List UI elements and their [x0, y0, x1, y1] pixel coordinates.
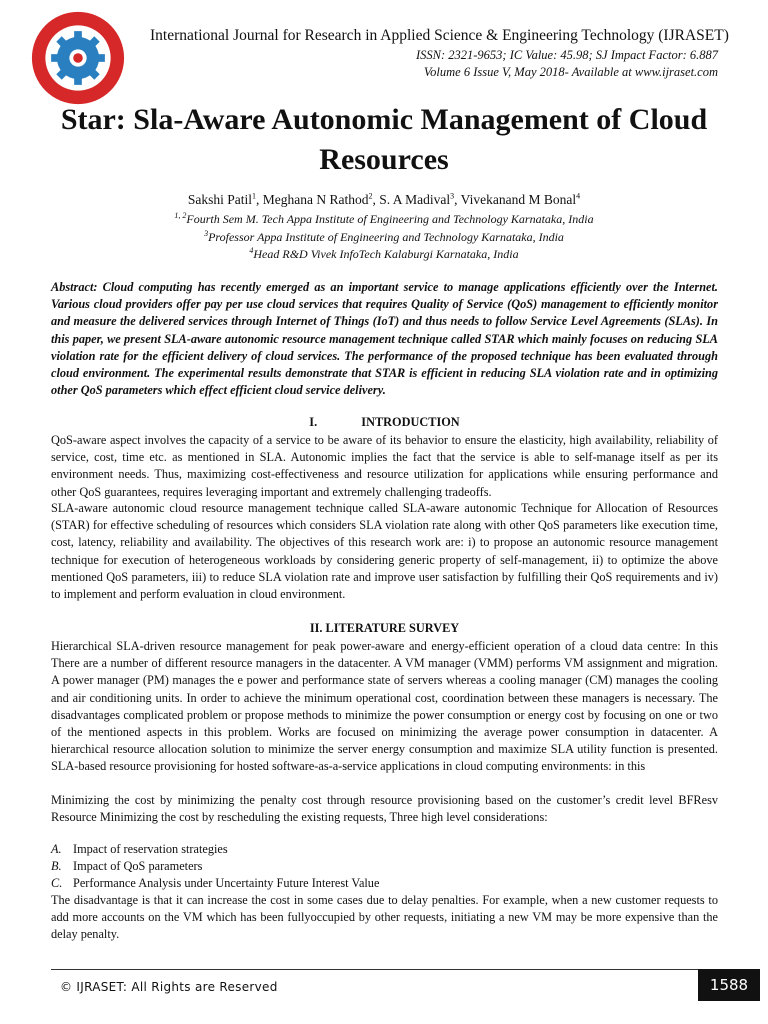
- section-heading-literature-survey: II. LITERATURE SURVEY: [309, 621, 460, 635]
- author-name: Sakshi Patil: [187, 192, 253, 207]
- affiliation: $^3$Professor Appa Institute of Engineering and Technology Karnataka, India: [204, 229, 564, 244]
- footer-copyright: © IJRASET: All Rights are Reserved: [60, 980, 278, 994]
- intro-paragraph: QoS-aware aspect involves the capacity of a service to be aware of its behavior to ensure the elasticity, high availability, reliability of service, cost, time etc. as mentioned in SLA. Autonomic implies the fact that the service is able to self-manage itself as per its environment needs. Thus, maximizing cost-effectiveness and resource utilization for applications while ensuring performance and other QoS guarantees, requires leveraging important and extremely challenging tradeoffs.: [51, 433, 718, 499]
- author-name: S. A Madival: [379, 192, 451, 207]
- affiliation: $^4$Head R&D Vivek InfoTech Kalaburgi Karnataka, India: [249, 246, 519, 261]
- footer-divider: [51, 969, 699, 970]
- volume-line: Volume 6 Issue V, May 2018- Available at www.ijraset.com: [423, 65, 718, 79]
- journal-name: International Journal for Research in Applied Science & Engineering Technology (IJRASET): [150, 27, 729, 44]
- page-number: 1588: [698, 969, 760, 1001]
- section-heading-introduction: I. INTRODUCTION: [309, 415, 460, 429]
- literature-paragraph: The disadvantage is that it can increase the cost in some cases due to delay penalties. For example, when a new customer requests to add more accounts on the VM which has been fullyoccupied by other requests, initiating a new VM may be more expensive than the delay penalty.: [51, 893, 718, 942]
- author-name: Vivekanand M Bonal: [460, 192, 577, 207]
- affiliation: $^{1, 2}$Fourth Sem M. Tech Appa Institute of Engineering and Technology Karnataka, India: [174, 211, 594, 226]
- considerations-list: [51, 841, 718, 893]
- abstract: Abstract: Cloud computing has recently emerged as an important service to manage applications efficiently over the Internet. Various cloud providers offer pay per use cloud services that requires Quality of Service (QoS) management to efficiently monitor and measure the delivered services through Internet of Things (IoT) and thus needs to follow Service Level Agreements (SLAs). In this paper, we present SLA-aware autonomic resource management technique called STAR which mainly focuses on reducing SLA violation rate for the efficient delivery of cloud services. The performance of the proposed technique has been evaluated through cloud environment. The experimental results demonstrate that STAR is efficient in reducing SLA violation rate and in optimizing other QoS parameters which effect efficient cloud service delivery.: [51, 280, 718, 398]
- issn-line: ISSN: 2321-9653; IC Value: 45.98; SJ Impact Factor: 6.887: [415, 48, 718, 62]
- journal-logo-icon: [30, 10, 126, 106]
- list-item: C. Performance Analysis under Uncertainty Future Interest Value: [51, 876, 380, 891]
- list-item: B. Impact of QoS parameters: [51, 859, 203, 874]
- intro-paragraph: SLA-aware autonomic cloud resource management technique called SLA-aware autonomic Technique for Allocation of Resources (STAR) for effective scheduling of resources which considers SLA violation rate along with other QoS parameters like execution time, cost, latency, reliability and availability. The objectives of this research work are: i) to propose an autonomic resource management technique for execution of heterogeneous workloads by considering generic property of self-management, ii) to optimize the above mentioned QoS parameters, iii) to reduce SLA violation rate and improve user satisfaction by fulfilling their QoS requirements and iv) to implement and perform evaluation in cloud environment.: [51, 501, 718, 602]
- list-item: A. Impact of reservation strategies: [51, 842, 228, 856]
- author-list: Sakshi Patil$^1$, Meghana N Rathod$^2$, S. A Madival$^3$, Vivekanand M Bonal$^4$: [187, 191, 581, 207]
- literature-paragraph: Hierarchical SLA-driven resource management for peak power-aware and energy-efficient operation of a cloud data centre: In this There are a number of different resource managers in the datacenter. A VM manager (VMM) performs VM assignment and migration. A power manager (PM) manages the e power and performance state of servers whereas a cooling manager (CM) manages the cooling and air conditioning units. In order to achieve the minimum operational cost, coordination between these managers is necessary. The disadvantages complicated problem or propose methods to minimize the power consumption or energy cost by focusing on one or two of the mentioned aspects in this problem. Works are focused on minimizing the average power consumption in datacenter. A hierarchical resource allocation solution to minimize the server energy consumption and maximize SLA utility function is presented. SLA-based resource provisioning for hosted software-as-a-service applications in cloud computing environments: in this: [51, 639, 718, 774]
- author-name: Meghana N Rathod: [262, 192, 369, 207]
- paper-title: Star: Sla-Aware Autonomic Management of Cloud Resources: [60, 103, 708, 176]
- literature-paragraph: Minimizing the cost by minimizing the penalty cost through resource provisioning based on the customer’s credit level BFResv Resource Minimizing the cost by rescheduling the existing requests, Three high level considerations:: [51, 793, 718, 825]
